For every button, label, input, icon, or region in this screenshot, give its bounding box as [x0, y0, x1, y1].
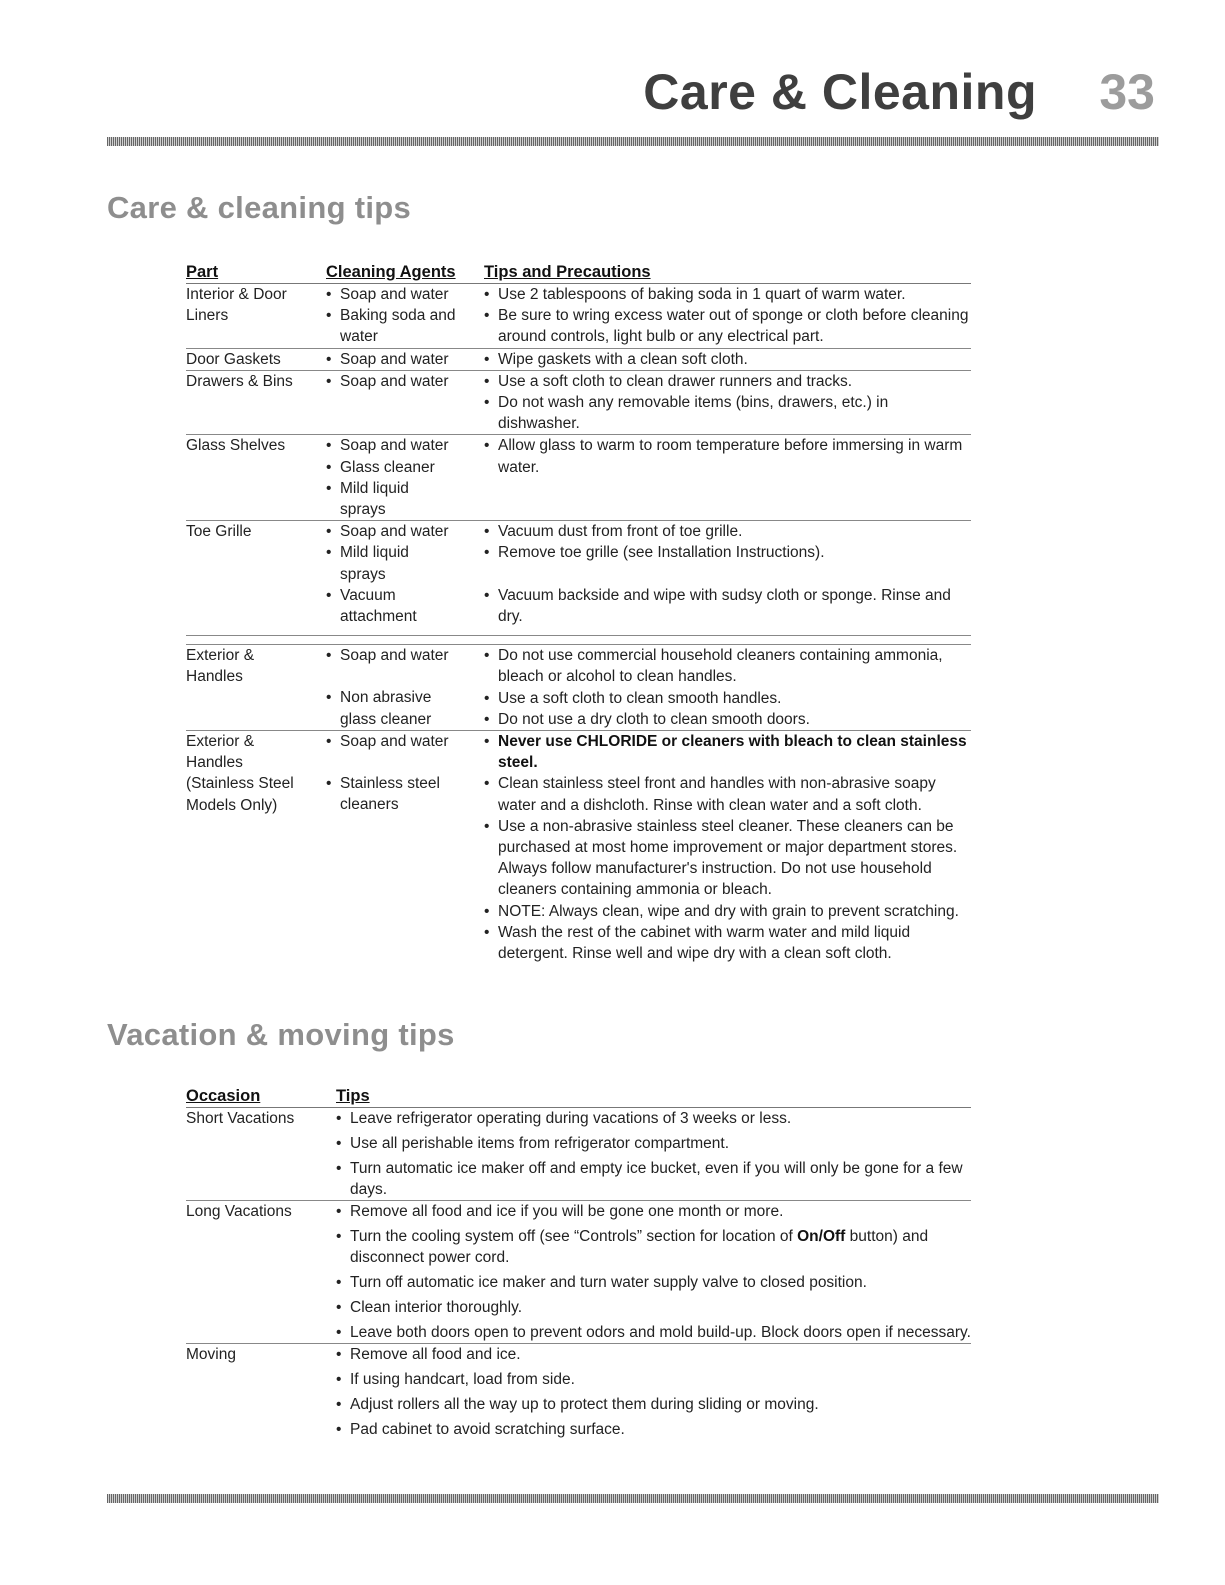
on-off-label: On/Off [797, 1228, 846, 1245]
tip-item: Vacuum dust from front of toe grille. [498, 523, 743, 541]
tip-item: Turn automatic ice maker off and empty ice bucket, even if you will only be gone for a few days. [350, 1160, 963, 1198]
tip-item: Clean stainless steel front and handles with non-abrasive soapy water and a dishcloth. Rinse with clean water and a soft cloth. [498, 775, 936, 814]
table-row: Interior & Door Liners • Soap and water • Baking soda and water • Use 2 tablespoons of baking soda in 1 quart of warm water. • Be sure to wring excess water out of sponge or cloth before cleaning around controls, light bulb or any electrical part. [186, 284, 971, 349]
agent-item: Soap and water [340, 350, 449, 368]
tip-item: Pad cabinet to avoid scratching surface. [350, 1421, 625, 1438]
care-table-header [186, 262, 971, 284]
tip-item: NOTE: Always clean, wipe and dry with grain to prevent scratching. [498, 902, 959, 920]
header-cleaning-agents: Cleaning Agents [326, 263, 456, 281]
tip-item: Remove toe grille (see Installation Instructions). [498, 544, 825, 562]
tip-item: Turn the cooling system off (see “Controls” section for location of On/Off button) and disconnect power cord. [350, 1228, 929, 1266]
part-label: Toe Grille [186, 523, 252, 541]
care-section-title: Care & cleaning tips [107, 190, 412, 225]
agent-item: Glass cleaner [340, 458, 435, 476]
tip-item: Remove all food and ice. [350, 1346, 521, 1363]
part-label: Exterior & [186, 647, 255, 665]
warning-tip: Never use CHLORIDE or cleaners with bleach to clean stainless steel. [498, 733, 967, 772]
tip-item: Be sure to wring excess water out of sponge or cloth before cleaning around controls, light bulb or any electrical part. [498, 307, 969, 346]
tip-item: Clean interior thoroughly. [350, 1299, 523, 1316]
part-label: Handles [186, 668, 243, 686]
agent-item: Stainless steel cleaners [340, 775, 440, 814]
part-label: (Stainless Steel [186, 775, 294, 793]
agent-item: Soap and water [340, 372, 449, 390]
tip-item: Use a non-abrasive stainless steel cleaner. These cleaners can be purchased at most home improvement or major department stores. Always follow manufacturer's instruction. Do not use household cleaners containing ammonia or bleach. [498, 817, 958, 899]
tip-item: Wipe gaskets with a clean soft cloth. [498, 350, 748, 368]
agent-item: Soap and water [340, 437, 449, 455]
tip-item: Do not wash any removable items (bins, drawers, etc.) in dishwasher. [498, 394, 889, 433]
header-title: Care & Cleaning [643, 64, 1037, 120]
tip-item: Vacuum backside and wipe with sudsy cloth or sponge. Rinse and dry. [498, 586, 951, 625]
agent-item: Soap and water [340, 733, 449, 751]
tip-item: Use a soft cloth to clean smooth handles. [498, 689, 782, 707]
part-label: Interior & Door [186, 286, 287, 303]
page-number: 33 [1099, 64, 1155, 120]
tip-item: Leave both doors open to prevent odors and mold build-up. Block doors open if necessary. [350, 1324, 971, 1341]
vacation-table [186, 1086, 971, 1444]
part-label: Exterior & [186, 733, 255, 751]
header-tips-precautions: Tips and Precautions [484, 263, 651, 281]
top-rule [107, 137, 1159, 146]
tip-item: Wash the rest of the cabinet with warm water and mild liquid detergent. Rinse well and wipe dry with a clean soft cloth. [498, 923, 911, 963]
tip-item: Remove all food and ice if you will be gone one month or more. [350, 1203, 784, 1220]
table-row: Toe Grille • Soap and water • Mild liquid sprays • Vacuum attachment • Vacuum dust from front of toe grille. • Remove toe grille (see Installation Instructions). • Vacuum backside and wipe with sudsy cloth or sponge. Rinse and dry. [186, 521, 971, 636]
care-table [186, 262, 971, 964]
tip-item: Allow glass to warm to room temperature before immersing in warm water. [498, 437, 963, 476]
occasion-label: Long Vacations [186, 1203, 292, 1220]
agent-item: Vacuum attachment [340, 586, 417, 626]
tip-item: Turn off automatic ice maker and turn water supply valve to closed position. [350, 1274, 867, 1291]
agent-item: Non abrasive glass cleaner [340, 689, 432, 728]
table-row: Glass Shelves • Soap and water • Glass cleaner • Mild liquid sprays • Allow glass to warm to room temperature before immersing in warm water. [186, 435, 971, 521]
agent-item: Baking soda and water [340, 307, 456, 346]
part-label: Handles [186, 754, 243, 772]
tip-item: Adjust rollers all the way up to protect them during sliding or moving. [350, 1396, 819, 1413]
occasion-label: Short Vacations [186, 1110, 295, 1127]
vacation-section-title: Vacation & moving tips [107, 1017, 455, 1052]
table-row: Exterior & Handles • Soap and water • Non abrasive glass cleaner • Do not use commercial household cleaners containing ammonia, bleach or alcohol to clean handles. • Use a soft cloth to clean smooth handles. • Do not use a dry cloth to clean smooth doors. [186, 644, 971, 731]
tip-item: Do not use commercial household cleaners containing ammonia, bleach or alcohol to clean handles. [498, 647, 943, 686]
table-row: Long Vacations • Remove all food and ice if you will be gone one month or more. • Turn the cooling system off (see “Controls” section for location of On/Off button) and disconnect power cord. • Turn off automatic ice maker and turn water supply valve to closed position. • Clean interior thoroughly. • Leave both doors open to prevent odors and mold build-up. Block doors open if necessary. [186, 1201, 971, 1344]
vacation-table-header [186, 1086, 971, 1108]
agent-item: Soap and water [340, 523, 449, 541]
table-row: Drawers & Bins • Soap and water • Use a soft cloth to clean drawer runners and tracks. • Do not wash any removable items (bins, drawers, etc.) in dishwasher. [186, 371, 971, 436]
tip-item: Do not use a dry cloth to clean smooth doors. [498, 710, 810, 728]
agent-item: Soap and water [340, 286, 449, 303]
table-row: Exterior & Handles (Stainless Steel Models Only) • Soap and water • Stainless steel cleaners • Never use CHLORIDE or cleaners with bleach to clean stainless steel. • Clean stainless steel front and handles with non-abrasive soapy water and a dishcloth. Rinse with clean water and a soft cloth. • Use a non-abrasive stainless steel cleaner. These cleaners can be purchased at most home improvement or major department stores. Always follow manufacturer's instruction. Do not use household cleaners containing ammonia or bleach. • NOTE: Always clean, wipe and dry with grain to prevent scratching. • Wash the rest of the cabinet with warm water and mild liquid detergent. Rinse well and wipe dry with a clean soft cloth. [186, 731, 971, 964]
table-row: Moving • Remove all food and ice. • If using handcart, load from side. • Adjust rollers all the way up to protect them during sliding or moving. • Pad cabinet to avoid scratching surface. [186, 1344, 971, 1444]
tip-item: If using handcart, load from side. [350, 1371, 575, 1388]
part-label: Glass Shelves [186, 437, 286, 455]
agent-item: Soap and water [340, 647, 449, 665]
header-part: Part [186, 263, 219, 281]
part-label: Door Gaskets [186, 350, 281, 368]
table-row: Short Vacations • Leave refrigerator operating during vacations of 3 weeks or less. • Use all perishable items from refrigerator compartment. • Turn automatic ice maker off and empty ice bucket, even if you will only be gone for a few days. [186, 1108, 971, 1201]
part-label: Models Only) [186, 796, 278, 814]
header-tips: Tips [336, 1087, 370, 1105]
bottom-rule [107, 1494, 1159, 1503]
occasion-label: Moving [186, 1346, 236, 1363]
tip-item: Leave refrigerator operating during vacations of 3 weeks or less. [350, 1110, 792, 1127]
tip-item: Use 2 tablespoons of baking soda in 1 quart of warm water. [498, 286, 906, 303]
part-label: Drawers & Bins [186, 372, 293, 390]
table-row: Door Gaskets • Soap and water • Wipe gaskets with a clean soft cloth. [186, 349, 971, 371]
agent-item: Mild liquid sprays [340, 479, 409, 519]
agent-item: Mild liquid sprays [340, 544, 409, 583]
tip-item: Use a soft cloth to clean drawer runners and tracks. [498, 372, 853, 390]
tip-item: Use all perishable items from refrigerator compartment. [350, 1135, 730, 1152]
part-label: Liners [186, 307, 229, 325]
header-occasion: Occasion [186, 1087, 261, 1105]
